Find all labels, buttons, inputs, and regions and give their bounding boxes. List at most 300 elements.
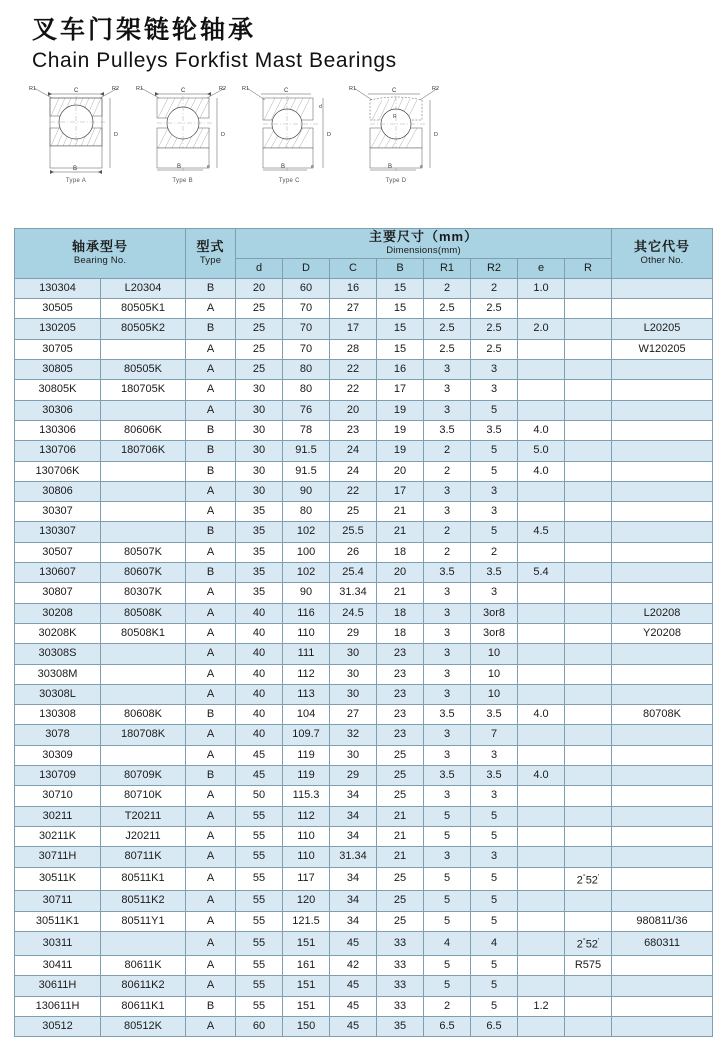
cell-dim-R bbox=[565, 339, 612, 359]
cell-dim-D: 112 bbox=[283, 664, 330, 684]
cell-bearing-no-primary: 30307 bbox=[15, 502, 101, 522]
cell-dim-d: 30 bbox=[236, 461, 283, 481]
cell-dim-d: 30 bbox=[236, 380, 283, 400]
cell-dim-e bbox=[518, 400, 565, 420]
cell-dim-B: 35 bbox=[377, 1016, 424, 1036]
cell-dim-R1: 6.5 bbox=[424, 1016, 471, 1036]
cell-bearing-type: B bbox=[186, 319, 236, 339]
cell-dim-R bbox=[565, 847, 612, 867]
cell-other-no bbox=[612, 956, 713, 976]
cell-dim-C: 31.34 bbox=[330, 847, 377, 867]
cell-dim-R bbox=[565, 976, 612, 996]
cell-other-no bbox=[612, 806, 713, 826]
cell-dim-R bbox=[565, 806, 612, 826]
cell-dim-R2: 2.5 bbox=[471, 299, 518, 319]
cell-dim-C: 27 bbox=[330, 705, 377, 725]
cell-dim-d: 50 bbox=[236, 786, 283, 806]
cell-dim-R2: 3.5 bbox=[471, 705, 518, 725]
cell-dim-e: 1.2 bbox=[518, 996, 565, 1016]
cell-dim-e bbox=[518, 891, 565, 911]
cell-dim-R bbox=[565, 380, 612, 400]
cell-dim-R1: 2 bbox=[424, 461, 471, 481]
cell-bearing-no-secondary: 80611K2 bbox=[101, 976, 186, 996]
cell-other-no: 980811/36 bbox=[612, 911, 713, 931]
cell-dim-R1: 2 bbox=[424, 278, 471, 298]
cell-dim-e bbox=[518, 339, 565, 359]
cell-dim-D: 112 bbox=[283, 806, 330, 826]
cell-dim-R2: 5 bbox=[471, 976, 518, 996]
cell-dim-R2: 5 bbox=[471, 806, 518, 826]
table-row bbox=[15, 996, 713, 1016]
svg-text:R2: R2 bbox=[112, 85, 120, 92]
cell-dim-R1: 3 bbox=[424, 623, 471, 643]
table-row bbox=[15, 976, 713, 996]
cell-dim-R1: 2 bbox=[424, 522, 471, 542]
cell-bearing-no-secondary bbox=[101, 502, 186, 522]
cell-bearing-no-primary: 130706 bbox=[15, 441, 101, 461]
cell-dim-C: 34 bbox=[330, 826, 377, 846]
cell-bearing-type: A bbox=[186, 976, 236, 996]
bearing-cross-section-icon bbox=[239, 84, 339, 176]
cell-dim-C: 27 bbox=[330, 299, 377, 319]
cell-bearing-no-primary: 130306 bbox=[15, 420, 101, 440]
svg-text:R1: R1 bbox=[348, 85, 356, 92]
cell-dim-R1: 3 bbox=[424, 481, 471, 501]
table-row bbox=[15, 278, 713, 298]
cell-bearing-no-secondary: 80711K bbox=[101, 847, 186, 867]
cell-dim-R1: 3 bbox=[424, 583, 471, 603]
cell-dim-B: 23 bbox=[377, 664, 424, 684]
cell-dim-d: 55 bbox=[236, 976, 283, 996]
th-type bbox=[186, 229, 236, 279]
cell-dim-d: 40 bbox=[236, 623, 283, 643]
cell-bearing-no-primary: 130607 bbox=[15, 563, 101, 583]
cell-dim-R1: 5 bbox=[424, 891, 471, 911]
cell-dim-D: 60 bbox=[283, 278, 330, 298]
table-row bbox=[15, 1016, 713, 1036]
cell-dim-e bbox=[518, 664, 565, 684]
table-row bbox=[15, 826, 713, 846]
cell-bearing-no-secondary: 80307K bbox=[101, 583, 186, 603]
cell-dim-B: 15 bbox=[377, 278, 424, 298]
cell-dim-e bbox=[518, 623, 565, 643]
cell-bearing-no-secondary: 80611K1 bbox=[101, 996, 186, 1016]
cell-dim-R1: 2 bbox=[424, 542, 471, 562]
svg-text:R1: R1 bbox=[135, 85, 143, 92]
table-row bbox=[15, 847, 713, 867]
cell-dim-R2: 10 bbox=[471, 644, 518, 664]
cell-dim-e bbox=[518, 299, 565, 319]
cell-dim-B: 16 bbox=[377, 360, 424, 380]
cell-other-no bbox=[612, 542, 713, 562]
cell-dim-d: 55 bbox=[236, 932, 283, 956]
cell-dim-C: 29 bbox=[330, 766, 377, 786]
cell-bearing-type: B bbox=[186, 461, 236, 481]
cell-dim-R bbox=[565, 745, 612, 765]
cell-other-no bbox=[612, 644, 713, 664]
cell-dim-R1: 5 bbox=[424, 806, 471, 826]
cell-dim-D: 104 bbox=[283, 705, 330, 725]
cell-bearing-type: A bbox=[186, 806, 236, 826]
table-row bbox=[15, 623, 713, 643]
cell-dim-D: 80 bbox=[283, 380, 330, 400]
cell-dim-C: 30 bbox=[330, 644, 377, 664]
cell-dim-d: 40 bbox=[236, 684, 283, 704]
bearing-specification-table bbox=[14, 228, 713, 1037]
cell-other-no bbox=[612, 461, 713, 481]
cell-dim-d: 55 bbox=[236, 826, 283, 846]
cell-bearing-no-secondary: 180705K bbox=[101, 380, 186, 400]
table-row bbox=[15, 956, 713, 976]
cell-bearing-no-secondary bbox=[101, 400, 186, 420]
cell-dim-d: 40 bbox=[236, 705, 283, 725]
cell-dim-R2: 3 bbox=[471, 380, 518, 400]
cell-dim-C: 34 bbox=[330, 867, 377, 891]
table-row bbox=[15, 542, 713, 562]
cell-dim-D: 109.7 bbox=[283, 725, 330, 745]
cell-dim-C: 25.5 bbox=[330, 522, 377, 542]
cell-dim-R bbox=[565, 623, 612, 643]
cell-bearing-type: A bbox=[186, 664, 236, 684]
cell-dim-d: 40 bbox=[236, 664, 283, 684]
cell-dim-e bbox=[518, 583, 565, 603]
cell-dim-C: 23 bbox=[330, 420, 377, 440]
cell-bearing-type: A bbox=[186, 911, 236, 931]
cell-dim-R bbox=[565, 522, 612, 542]
cell-bearing-no-secondary bbox=[101, 644, 186, 664]
cell-dim-R2: 5 bbox=[471, 826, 518, 846]
cell-dim-d: 25 bbox=[236, 299, 283, 319]
cell-other-no: L20205 bbox=[612, 319, 713, 339]
cell-dim-D: 121.5 bbox=[283, 911, 330, 931]
cell-dim-D: 102 bbox=[283, 563, 330, 583]
cell-other-no: L20208 bbox=[612, 603, 713, 623]
cell-dim-d: 35 bbox=[236, 563, 283, 583]
cell-bearing-no-secondary: 80507K bbox=[101, 542, 186, 562]
cell-bearing-no-primary: 30512 bbox=[15, 1016, 101, 1036]
cell-bearing-type: A bbox=[186, 847, 236, 867]
cell-other-no bbox=[612, 976, 713, 996]
cell-dim-d: 40 bbox=[236, 603, 283, 623]
cell-bearing-type: B bbox=[186, 996, 236, 1016]
cell-dim-d: 25 bbox=[236, 360, 283, 380]
cell-bearing-type: B bbox=[186, 278, 236, 298]
cell-bearing-type: A bbox=[186, 481, 236, 501]
table-header bbox=[15, 229, 713, 279]
cell-dim-D: 151 bbox=[283, 932, 330, 956]
cell-other-no bbox=[612, 360, 713, 380]
diagram-label: Type D bbox=[385, 177, 407, 184]
cell-dim-D: 113 bbox=[283, 684, 330, 704]
cell-dim-C: 34 bbox=[330, 806, 377, 826]
cell-other-no bbox=[612, 786, 713, 806]
table-row bbox=[15, 684, 713, 704]
cell-bearing-no-secondary: 80611K bbox=[101, 956, 186, 976]
table-row bbox=[15, 725, 713, 745]
cell-dim-D: 110 bbox=[283, 826, 330, 846]
cell-dim-C: 32 bbox=[330, 725, 377, 745]
cell-dim-C: 45 bbox=[330, 996, 377, 1016]
cell-bearing-no-primary: 30807 bbox=[15, 583, 101, 603]
th-dim-D: D bbox=[283, 258, 330, 278]
cell-bearing-type: A bbox=[186, 380, 236, 400]
cell-dim-R: R575 bbox=[565, 956, 612, 976]
cell-dim-R2: 4 bbox=[471, 932, 518, 956]
cell-dim-e bbox=[518, 976, 565, 996]
specification-table-container bbox=[14, 228, 712, 1037]
cell-bearing-no-primary: 30511K1 bbox=[15, 911, 101, 931]
cell-bearing-no-secondary bbox=[101, 664, 186, 684]
cell-dim-D: 151 bbox=[283, 996, 330, 1016]
cell-bearing-no-primary: 30806 bbox=[15, 481, 101, 501]
cell-dim-d: 40 bbox=[236, 725, 283, 745]
cell-bearing-type: A bbox=[186, 867, 236, 891]
cell-other-no bbox=[612, 522, 713, 542]
cell-dim-R1: 3 bbox=[424, 380, 471, 400]
cell-bearing-no-secondary: 180708K bbox=[101, 725, 186, 745]
cell-dim-d: 35 bbox=[236, 583, 283, 603]
cell-dim-C: 20 bbox=[330, 400, 377, 420]
cell-other-no bbox=[612, 725, 713, 745]
cell-bearing-type: A bbox=[186, 360, 236, 380]
cell-dim-R bbox=[565, 461, 612, 481]
cell-dim-C: 16 bbox=[330, 278, 377, 298]
table-row bbox=[15, 481, 713, 501]
cell-dim-d: 25 bbox=[236, 319, 283, 339]
cell-bearing-no-secondary bbox=[101, 461, 186, 481]
cell-bearing-no-primary: 30306 bbox=[15, 400, 101, 420]
title-block bbox=[0, 0, 725, 74]
cell-dim-C: 45 bbox=[330, 932, 377, 956]
cell-dim-R2: 5 bbox=[471, 956, 518, 976]
table-row bbox=[15, 891, 713, 911]
svg-text:B: B bbox=[176, 163, 181, 170]
cell-dim-R2: 5 bbox=[471, 522, 518, 542]
cell-bearing-no-secondary bbox=[101, 745, 186, 765]
cell-bearing-no-secondary: 80508K bbox=[101, 603, 186, 623]
page-title-english: Chain Pulleys Forkfist Mast Bearings bbox=[32, 48, 397, 72]
cell-dim-e: 2.0 bbox=[518, 319, 565, 339]
cell-dim-R2: 2 bbox=[471, 278, 518, 298]
svg-text:B: B bbox=[281, 163, 286, 170]
cell-dim-R2: 5 bbox=[471, 867, 518, 891]
cell-dim-D: 70 bbox=[283, 319, 330, 339]
bearing-cross-section-icon bbox=[346, 84, 446, 176]
cell-dim-e bbox=[518, 502, 565, 522]
svg-text:C: C bbox=[284, 87, 289, 94]
cell-bearing-type: A bbox=[186, 725, 236, 745]
cell-dim-B: 25 bbox=[377, 766, 424, 786]
cell-dim-B: 19 bbox=[377, 420, 424, 440]
cell-dim-B: 18 bbox=[377, 542, 424, 562]
cell-bearing-no-primary: 30211 bbox=[15, 806, 101, 826]
cell-dim-R2: 5 bbox=[471, 891, 518, 911]
cell-dim-R2: 3.5 bbox=[471, 563, 518, 583]
cell-dim-R: 2°52' bbox=[565, 932, 612, 956]
cell-dim-e bbox=[518, 360, 565, 380]
cell-dim-R1: 3 bbox=[424, 684, 471, 704]
cell-dim-B: 20 bbox=[377, 563, 424, 583]
th-bearing-no-cn: 轴承型号 bbox=[72, 239, 129, 255]
cell-bearing-no-primary: 3078 bbox=[15, 725, 101, 745]
cell-bearing-no-primary: 30805K bbox=[15, 380, 101, 400]
cell-bearing-no-secondary: J20211 bbox=[101, 826, 186, 846]
cell-bearing-no-primary: 30711H bbox=[15, 847, 101, 867]
cell-dim-R1: 3 bbox=[424, 360, 471, 380]
cell-bearing-no-secondary: 80709K bbox=[101, 766, 186, 786]
cell-dim-R1: 3 bbox=[424, 725, 471, 745]
cell-bearing-type: B bbox=[186, 766, 236, 786]
cell-dim-D: 102 bbox=[283, 522, 330, 542]
cell-dim-d: 30 bbox=[236, 420, 283, 440]
th-bearing-no-en: Bearing No. bbox=[73, 255, 127, 267]
cell-bearing-type: A bbox=[186, 644, 236, 664]
svg-text:C: C bbox=[391, 87, 397, 94]
cell-dim-C: 29 bbox=[330, 623, 377, 643]
cell-bearing-no-primary: 30208 bbox=[15, 603, 101, 623]
cell-dim-R2: 2.5 bbox=[471, 319, 518, 339]
th-dimensions bbox=[236, 229, 612, 259]
cell-bearing-no-primary: 130709 bbox=[15, 766, 101, 786]
svg-text:D: D bbox=[433, 131, 438, 138]
cell-other-no bbox=[612, 400, 713, 420]
cell-dim-R bbox=[565, 644, 612, 664]
cell-bearing-no-primary: 130205 bbox=[15, 319, 101, 339]
th-dimensions-en: Dimensions(mm) bbox=[386, 245, 461, 257]
cell-bearing-no-primary: 30309 bbox=[15, 745, 101, 765]
cell-dim-B: 23 bbox=[377, 644, 424, 664]
svg-text:d: d bbox=[319, 103, 323, 110]
cell-bearing-no-secondary: 80606K bbox=[101, 420, 186, 440]
cell-dim-B: 21 bbox=[377, 847, 424, 867]
cell-bearing-type: A bbox=[186, 956, 236, 976]
cell-dim-C: 24 bbox=[330, 461, 377, 481]
cell-dim-e bbox=[518, 806, 565, 826]
cell-dim-B: 23 bbox=[377, 725, 424, 745]
cell-dim-B: 18 bbox=[377, 623, 424, 643]
cell-bearing-type: A bbox=[186, 542, 236, 562]
cell-bearing-no-primary: 30308L bbox=[15, 684, 101, 704]
table-row bbox=[15, 299, 713, 319]
cell-dim-d: 30 bbox=[236, 400, 283, 420]
bearing-cross-section-icon bbox=[133, 84, 233, 176]
cell-dim-C: 28 bbox=[330, 339, 377, 359]
cell-dim-R1: 5 bbox=[424, 867, 471, 891]
cell-dim-C: 30 bbox=[330, 664, 377, 684]
cell-bearing-no-secondary: 80710K bbox=[101, 786, 186, 806]
table-row bbox=[15, 603, 713, 623]
cell-dim-R1: 3 bbox=[424, 400, 471, 420]
cell-dim-e bbox=[518, 826, 565, 846]
cell-dim-R2: 10 bbox=[471, 684, 518, 704]
table-row bbox=[15, 380, 713, 400]
cell-dim-e bbox=[518, 932, 565, 956]
th-dim-B: B bbox=[377, 258, 424, 278]
cell-dim-R2: 3 bbox=[471, 360, 518, 380]
cell-dim-D: 120 bbox=[283, 891, 330, 911]
cell-dim-B: 21 bbox=[377, 806, 424, 826]
cell-bearing-no-secondary: 80607K bbox=[101, 563, 186, 583]
cell-dim-R1: 3.5 bbox=[424, 420, 471, 440]
bearing-diagram-strip bbox=[26, 84, 446, 184]
cell-dim-B: 23 bbox=[377, 684, 424, 704]
cell-dim-d: 45 bbox=[236, 745, 283, 765]
cell-other-no bbox=[612, 745, 713, 765]
table-row bbox=[15, 319, 713, 339]
cell-dim-e: 1.0 bbox=[518, 278, 565, 298]
cell-dim-R1: 3 bbox=[424, 603, 471, 623]
cell-bearing-no-secondary: 80511K2 bbox=[101, 891, 186, 911]
cell-bearing-no-primary: 30507 bbox=[15, 542, 101, 562]
table-row bbox=[15, 867, 713, 891]
cell-dim-R1: 4 bbox=[424, 932, 471, 956]
cell-bearing-type: A bbox=[186, 745, 236, 765]
cell-dim-D: 70 bbox=[283, 339, 330, 359]
cell-other-no bbox=[612, 583, 713, 603]
svg-text:D: D bbox=[327, 131, 332, 138]
bearing-cross-section-icon bbox=[26, 84, 126, 176]
cell-dim-B: 21 bbox=[377, 583, 424, 603]
svg-text:R2: R2 bbox=[431, 85, 439, 92]
cell-bearing-type: A bbox=[186, 339, 236, 359]
cell-bearing-type: B bbox=[186, 522, 236, 542]
svg-text:R1: R1 bbox=[29, 85, 37, 92]
cell-dim-D: 150 bbox=[283, 1016, 330, 1036]
cell-dim-R2: 3.5 bbox=[471, 420, 518, 440]
cell-dim-C: 30 bbox=[330, 745, 377, 765]
cell-bearing-type: A bbox=[186, 932, 236, 956]
cell-dim-B: 33 bbox=[377, 932, 424, 956]
table-row bbox=[15, 745, 713, 765]
cell-bearing-type: A bbox=[186, 603, 236, 623]
cell-dim-R bbox=[565, 766, 612, 786]
cell-bearing-no-secondary: 80512K bbox=[101, 1016, 186, 1036]
cell-dim-R bbox=[565, 400, 612, 420]
cell-dim-C: 42 bbox=[330, 956, 377, 976]
cell-dim-R1: 3 bbox=[424, 745, 471, 765]
table-row bbox=[15, 420, 713, 440]
table-row bbox=[15, 563, 713, 583]
table-row bbox=[15, 339, 713, 359]
cell-bearing-type: A bbox=[186, 684, 236, 704]
cell-dim-R2: 2.5 bbox=[471, 339, 518, 359]
cell-dim-R1: 5 bbox=[424, 976, 471, 996]
cell-dim-e: 4.0 bbox=[518, 705, 565, 725]
page-title-chinese: 叉车门架链轮轴承 bbox=[32, 16, 257, 44]
cell-bearing-no-primary: 30705 bbox=[15, 339, 101, 359]
cell-dim-R2: 3or8 bbox=[471, 603, 518, 623]
cell-dim-B: 25 bbox=[377, 911, 424, 931]
cell-dim-R2: 5 bbox=[471, 996, 518, 1016]
cell-dim-e bbox=[518, 725, 565, 745]
cell-dim-B: 18 bbox=[377, 603, 424, 623]
cell-other-no bbox=[612, 420, 713, 440]
cell-other-no: 80708K bbox=[612, 705, 713, 725]
cell-dim-e bbox=[518, 911, 565, 931]
cell-dim-R2: 3 bbox=[471, 502, 518, 522]
cell-bearing-no-secondary bbox=[101, 481, 186, 501]
cell-dim-D: 90 bbox=[283, 481, 330, 501]
cell-dim-D: 151 bbox=[283, 976, 330, 996]
cell-bearing-type: A bbox=[186, 1016, 236, 1036]
th-other-no-en: Other No. bbox=[640, 255, 684, 267]
table-row bbox=[15, 400, 713, 420]
cell-dim-R bbox=[565, 360, 612, 380]
cell-dim-d: 25 bbox=[236, 339, 283, 359]
cell-dim-R1: 3 bbox=[424, 644, 471, 664]
cell-bearing-no-secondary bbox=[101, 339, 186, 359]
cell-dim-R2: 2 bbox=[471, 542, 518, 562]
